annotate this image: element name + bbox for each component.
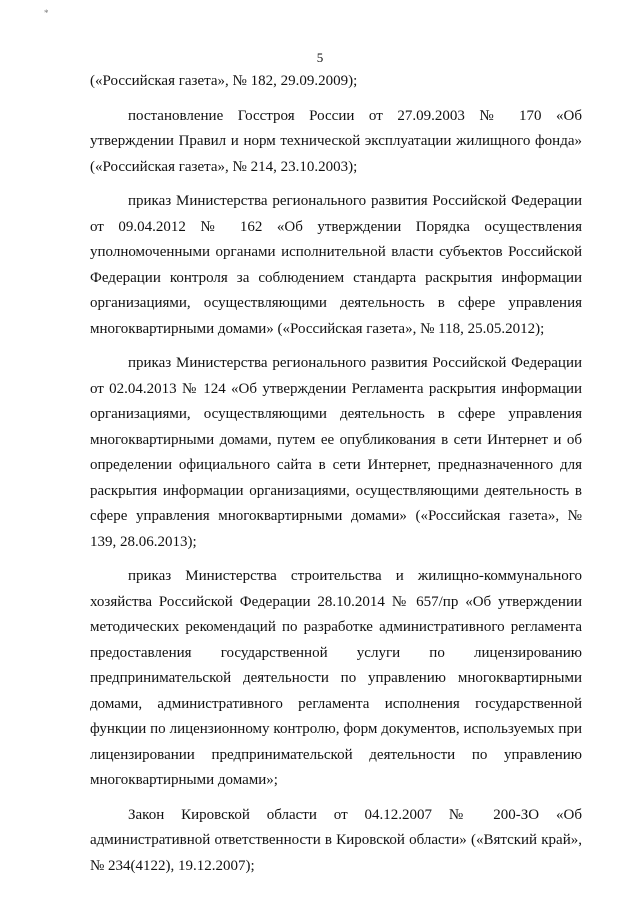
paragraph-kirov-law-200: Закон Кировской области от 04.12.2007 № 200-ЗО «Об административной ответственности в Кировской области» («Вятский край», № 234(4122), 19.12.2007);: [90, 806, 582, 874]
corner-mark: *: [44, 8, 49, 18]
page-number: 5: [316, 50, 324, 65]
paragraph-continuation: («Российская газета», № 182, 29.09.2009);: [90, 73, 358, 89]
paragraph-minregion-order-162: приказ Министерства регионального развития Российской Федерации от 09.04.2012 № 162 «Об утверждении Порядка осуществления уполномоченными органами исполнительной власти субъектов Российской Федерации контроля за соблюдением стандарта раскрытия информации организациями, осуществляющими деятельность в сфере управления многоквартирными домами» («Российская газета», № 118, 25.05.2012);: [90, 193, 582, 337]
document-body: [90, 69, 582, 888]
paragraph-minstroy-order-657: приказ Министерства строительства и жилищно-коммунального хозяйства Российской Федерации 28.10.2014 № 657/пр «Об утверждении методических рекомендаций по разработке административного регламента предоставления государственной услуги по лицензированию предпринимательской деятельности по управлению многоквартирными домами, административного регламента исполнения государственной функции по лицензионному контролю, форм документов, используемых при лицензировании предпринимательской деятельности по управлению многоквартирными домами»;: [90, 568, 582, 788]
paragraph-gosstroy-resolution: постановление Госстроя России от 27.09.2003 № 170 «Об утверждении Правил и норм технической эксплуатации жилищного фонда» («Российская газета», № 214, 23.10.2003);: [90, 107, 582, 175]
paragraph-minregion-order-124: приказ Министерства регионального развития Российской Федерации от 02.04.2013 № 124 «Об утверждении Регламента раскрытия информации организациями, осуществляющими деятельность в сфере управления многоквартирными домами, путем ее опубликования в сети Интернет и об определении официального сайта в сети Интернет, предназначенного для раскрытия информации организациями, осуществляющими деятельность в сфере управления многоквартирными домами» («Российская газета», № 139, 28.06.2013);: [90, 355, 582, 550]
